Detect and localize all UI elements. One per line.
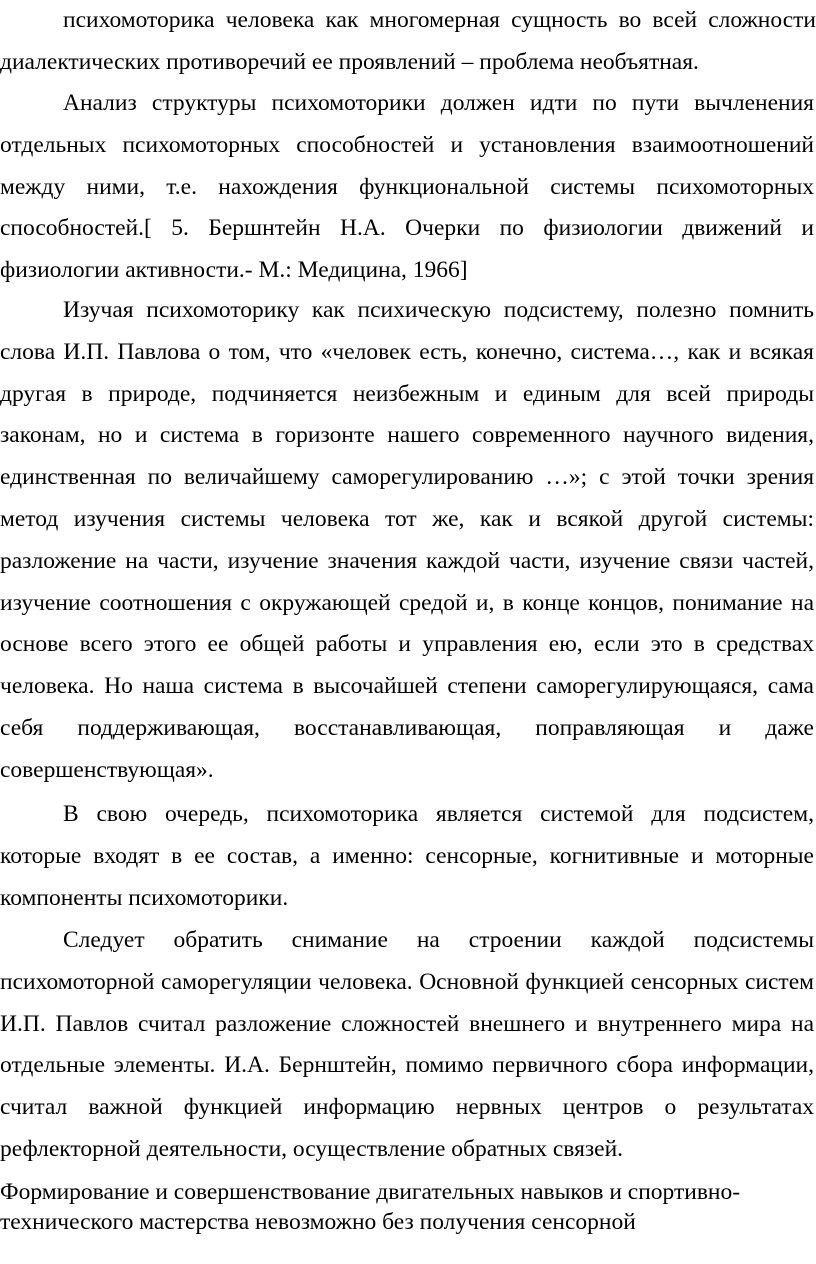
paragraph-continuation: психомоторика человека как многомерная сущность во всей сложности диалектических противоречий ее проявлений – проблема необъятная.	[0, 7, 816, 75]
paragraph-sensory-systems: Следует обратить снимание на строении каждой подсистемы психомоторной саморегуляции человека. Основной функцией сенсорных систем И.П. Павлов считал разложение сложностей внешнего и внутреннего мира на отдельные элементы. И.А. Бернштейн, помимо первичного сбора информации, считал важной функцией информацию нервных центров о результатах рефлекторной деятельности, осуществление обратных связей.	[0, 927, 814, 1162]
paragraph-pavlov-quote: Изучая психомоторику как психическую подсистему, полезно помнить слова И.П. Павлова о том, что «человек есть, конечно, система…, как и всякая другая в природе, подчиняется неизбежным и единым для всей природы законам, но и система в горизонте нашего современного научного видения, единственная по величайшему саморегулированию …»; с этой точки зрения метод изучения системы человека тот же, как и всякой другой системы: разложение на части, изучение значения каждой части, изучение связи частей, изучение соотношения с окружающей средой и, в конце концов, понимание на основе всего этого ее общей работы и управления ею, если это в средствах человека. Но наша система в высочайшей степени саморегулирующаяся, сама себя поддерживающая, восстанавливающая, поправляющая и даже совершенствующая».	[0, 297, 814, 783]
paragraph-psychomotor-analysis: Анализ структуры психомоторики должен идти по пути вычленения отдельных психомоторных способностей и установления взаимоотношений между ними, т.е. нахождения функциональной системы психомоторных способностей.[ 5. Бершнтейн Н.А. Очерки по физиологии движений и физиологии активности.- М.: Медицина, 1966]	[0, 90, 814, 284]
paragraph-motor-skills: Формирование и совершенствование двигательных навыков и спортивно-технического мастерства невозможно без получения сенсорной	[0, 1179, 741, 1235]
paragraph-subsystems: В свою очередь, психомоторика является системой для подсистем, которые входят в ее состав, а именно: сенсорные, когнитивные и моторные компоненты психомоторики.	[0, 801, 814, 911]
